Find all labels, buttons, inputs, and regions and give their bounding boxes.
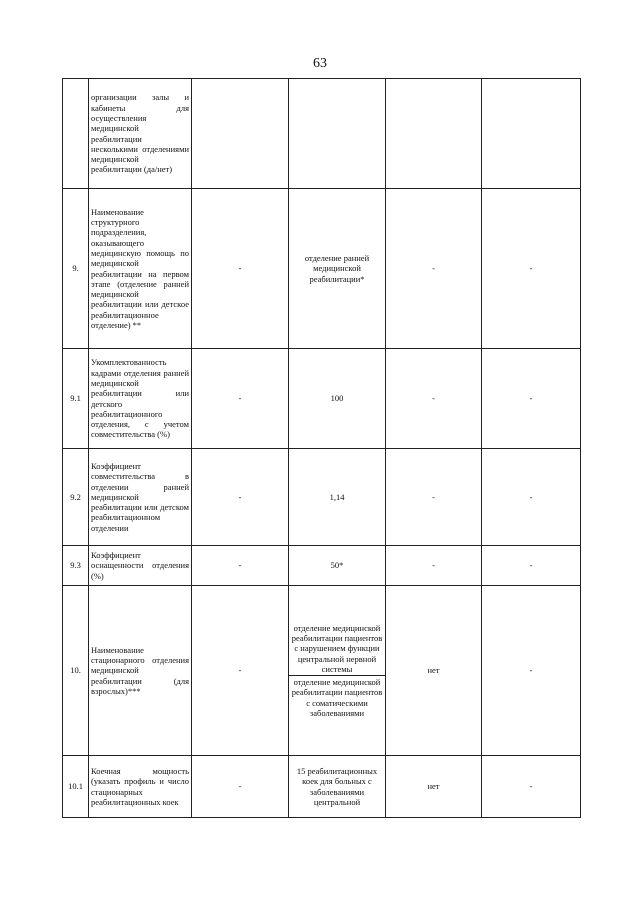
- value-cell: -: [482, 586, 581, 756]
- table-row: [63, 449, 581, 546]
- department-option: отделение медицинской реабилитации пациентов с нарушением функции центральной нервной системы: [291, 622, 383, 674]
- row-description: [89, 79, 192, 189]
- table-row: [63, 586, 581, 756]
- value-cell: -: [192, 756, 289, 818]
- value-cell: -: [386, 189, 482, 349]
- value-cell: [482, 79, 581, 189]
- value-cell: -: [386, 449, 482, 546]
- value-cell: [386, 79, 482, 189]
- row-number: 9.3: [63, 546, 89, 586]
- value-cell: -: [192, 449, 289, 546]
- row-number: 10.1: [63, 756, 89, 818]
- value-cell: нет: [386, 586, 482, 756]
- row-description: [89, 349, 192, 449]
- page-number: 63: [313, 56, 327, 71]
- table-row: [63, 189, 581, 349]
- value-cell: -: [482, 189, 581, 349]
- row-description: [89, 546, 192, 586]
- row-number: [63, 79, 89, 189]
- value-cell: -: [482, 449, 581, 546]
- row-description: [89, 586, 192, 756]
- value-cell: [192, 79, 289, 189]
- row-description-text: Укомплектованность кадрами отделения ранней медицинской реабилитации или детского реабилитационного отделения, с учетом совместительства (%): [91, 357, 189, 440]
- value-cell: -: [192, 189, 289, 349]
- table-row: [63, 756, 581, 818]
- row-description: [89, 449, 192, 546]
- rehabilitation-table: [62, 78, 581, 818]
- value-cell: 50*: [289, 546, 386, 586]
- table-row: [63, 349, 581, 449]
- value-cell: 15 реабилитационных коек для больных с заболеваниями центральной: [289, 756, 386, 818]
- row-description-text: Коэффициент оснащенности отделения (%): [91, 550, 189, 581]
- value-cell: -: [482, 756, 581, 818]
- value-cell: 100: [289, 349, 386, 449]
- value-cell: нет: [386, 756, 482, 818]
- row-number: 9.1: [63, 349, 89, 449]
- row-description: [89, 756, 192, 818]
- table-row: [63, 546, 581, 586]
- row-number: 9.: [63, 189, 89, 349]
- value-cell-split: [289, 586, 386, 756]
- value-cell: -: [192, 586, 289, 756]
- value-cell: -: [482, 349, 581, 449]
- row-description-text: Коечная мощность (указать профиль и число стационарных реабилитационных коек: [91, 765, 189, 807]
- value-cell: отделение ранней медицинской реабилитации*: [289, 189, 386, 349]
- row-description: [89, 189, 192, 349]
- value-cell: -: [192, 546, 289, 586]
- value-cell: 1,14: [289, 449, 386, 546]
- value-cell: -: [386, 349, 482, 449]
- value-cell: -: [386, 546, 482, 586]
- row-description-text: Коэффициент совместительства в отделении ранней медицинской реабилитации или детском реабилитационном отделении: [91, 460, 189, 533]
- row-number: 9.2: [63, 449, 89, 546]
- table-row: [63, 79, 581, 189]
- row-description-text: организации залы и кабинеты для осуществления медицинской реабилитации несколькими отделениями медицинской реабилитации (да/нет): [91, 92, 189, 175]
- department-option: отделение медицинской реабилитации пациентов с соматическими заболеваниями: [289, 675, 385, 719]
- row-description-text: Наименование стационарного отделения медицинской реабилитации (для взрослых)***: [91, 644, 189, 696]
- row-description-text: Наименование структурного подразделения, оказывающего медицинскую помощь по медицинской реабилитации на первом этапе (отделение ранней медицинской реабилитации или детское реабилитационное отделение) **: [91, 206, 189, 330]
- value-cell: [289, 79, 386, 189]
- value-cell: -: [192, 349, 289, 449]
- value-cell: -: [482, 546, 581, 586]
- row-number: 10.: [63, 586, 89, 756]
